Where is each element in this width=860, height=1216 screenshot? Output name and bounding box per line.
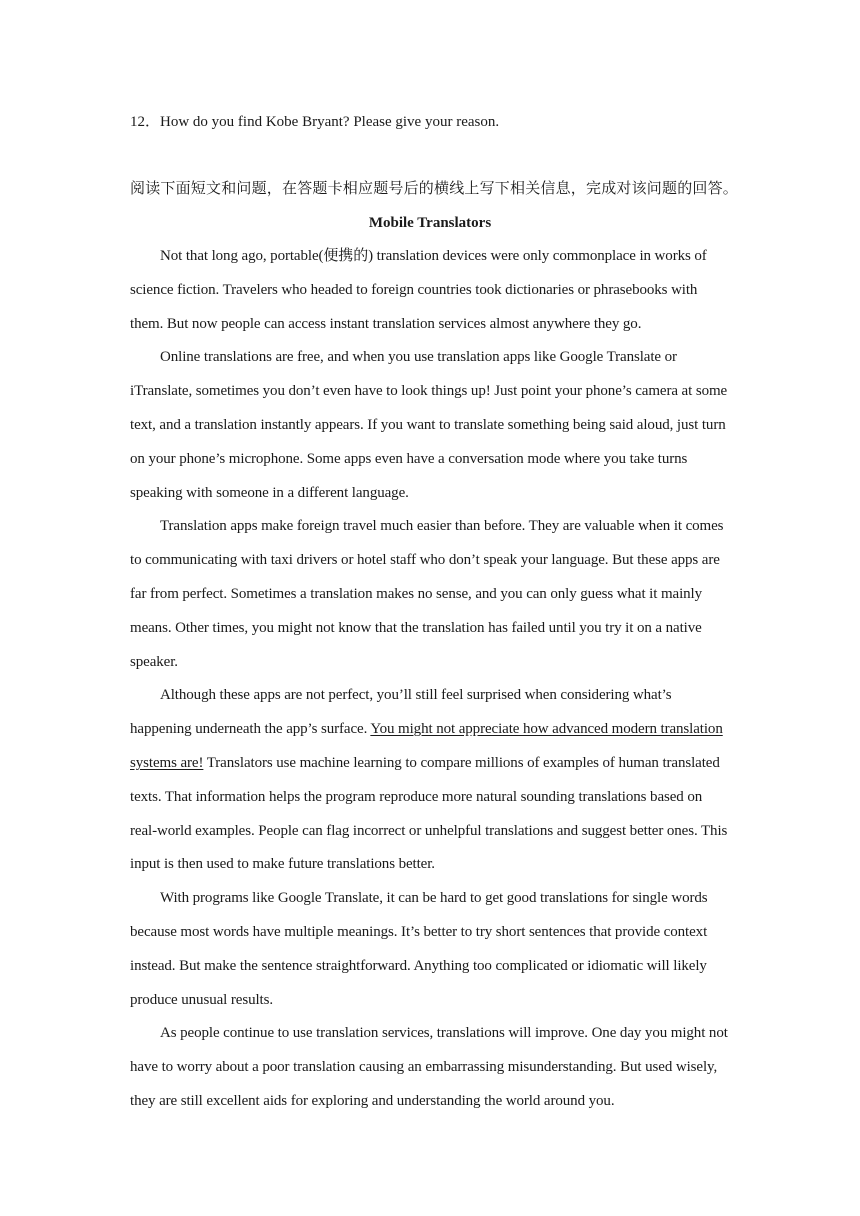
paragraph-3: Translation apps make foreign travel much easier than before. They are valuable when it comes to communicating with taxi drivers or hotel staff who don’t speak your language. But these apps are far from perfect. Sometimes a translation makes no sense, and you can only guess what it mainly means. Other times, you might not know that the translation has failed until you try it on a native speaker. [130,518,724,670]
question-12 [130,112,499,132]
article-body [130,240,730,1119]
paragraph-2: Online translations are free, and when you use translation apps like Google Translate or iTranslate, sometimes you don’t even have to look things up! Just point your phone’s camera at some text, and a translation instantly appears. If you want to translate something being said aloud, just turn on your phone’s microphone. Some apps even have a conversation mode where you take turns speaking with someone in a different language. [130,349,728,501]
paragraph-4 [130,679,730,882]
paragraph-1: Not that long ago, portable(便携的) translation devices were only commonplace in works of science fiction. Travelers who headed to foreign countries took dictionaries or phrasebooks with them. But now people can access instant translation services almost anywhere they go. [130,248,707,332]
question-text: How do you find Kobe Bryant? Please give your reason. [160,114,500,130]
question-number: 12． [130,114,161,130]
paragraph-6: As people continue to use translation services, translations will improve. One day you might not have to worry about a poor translation causing an embarrassing misunderstanding. But used wisely, they are still excellent aids for exploring and understanding the world around you. [130,1025,728,1109]
paragraph-5: With programs like Google Translate, it can be hard to get good translations for single words because most words have multiple meanings. It’s better to try short sentences that provide context instead. But make the sentence straightforward. Anything too complicated or idiomatic will likely produce unusual results. [130,890,708,1008]
paragraph-4-after: Translators use machine learning to compare millions of examples of human translated texts. That information helps the program reproduce more natural sounding translations based on real-world examples. People can flag incorrect or unhelpful translations and suggest better ones. This input is then used to make future translations better. [130,754,728,873]
paragraph-4-before: Although these apps are not perfect, you’ll still feel surprised when considering what’s happening underneath the app’s surface. [130,687,672,738]
underlined-sentence: You might not appreciate how advanced modern translation systems are! [130,721,723,771]
reading-instruction: 阅读下面短文和问题，在答题卡相应题号后的横线上写下相关信息，完成对该问题的回答。 [130,181,739,197]
article-title: Mobile Translators [368,215,492,231]
